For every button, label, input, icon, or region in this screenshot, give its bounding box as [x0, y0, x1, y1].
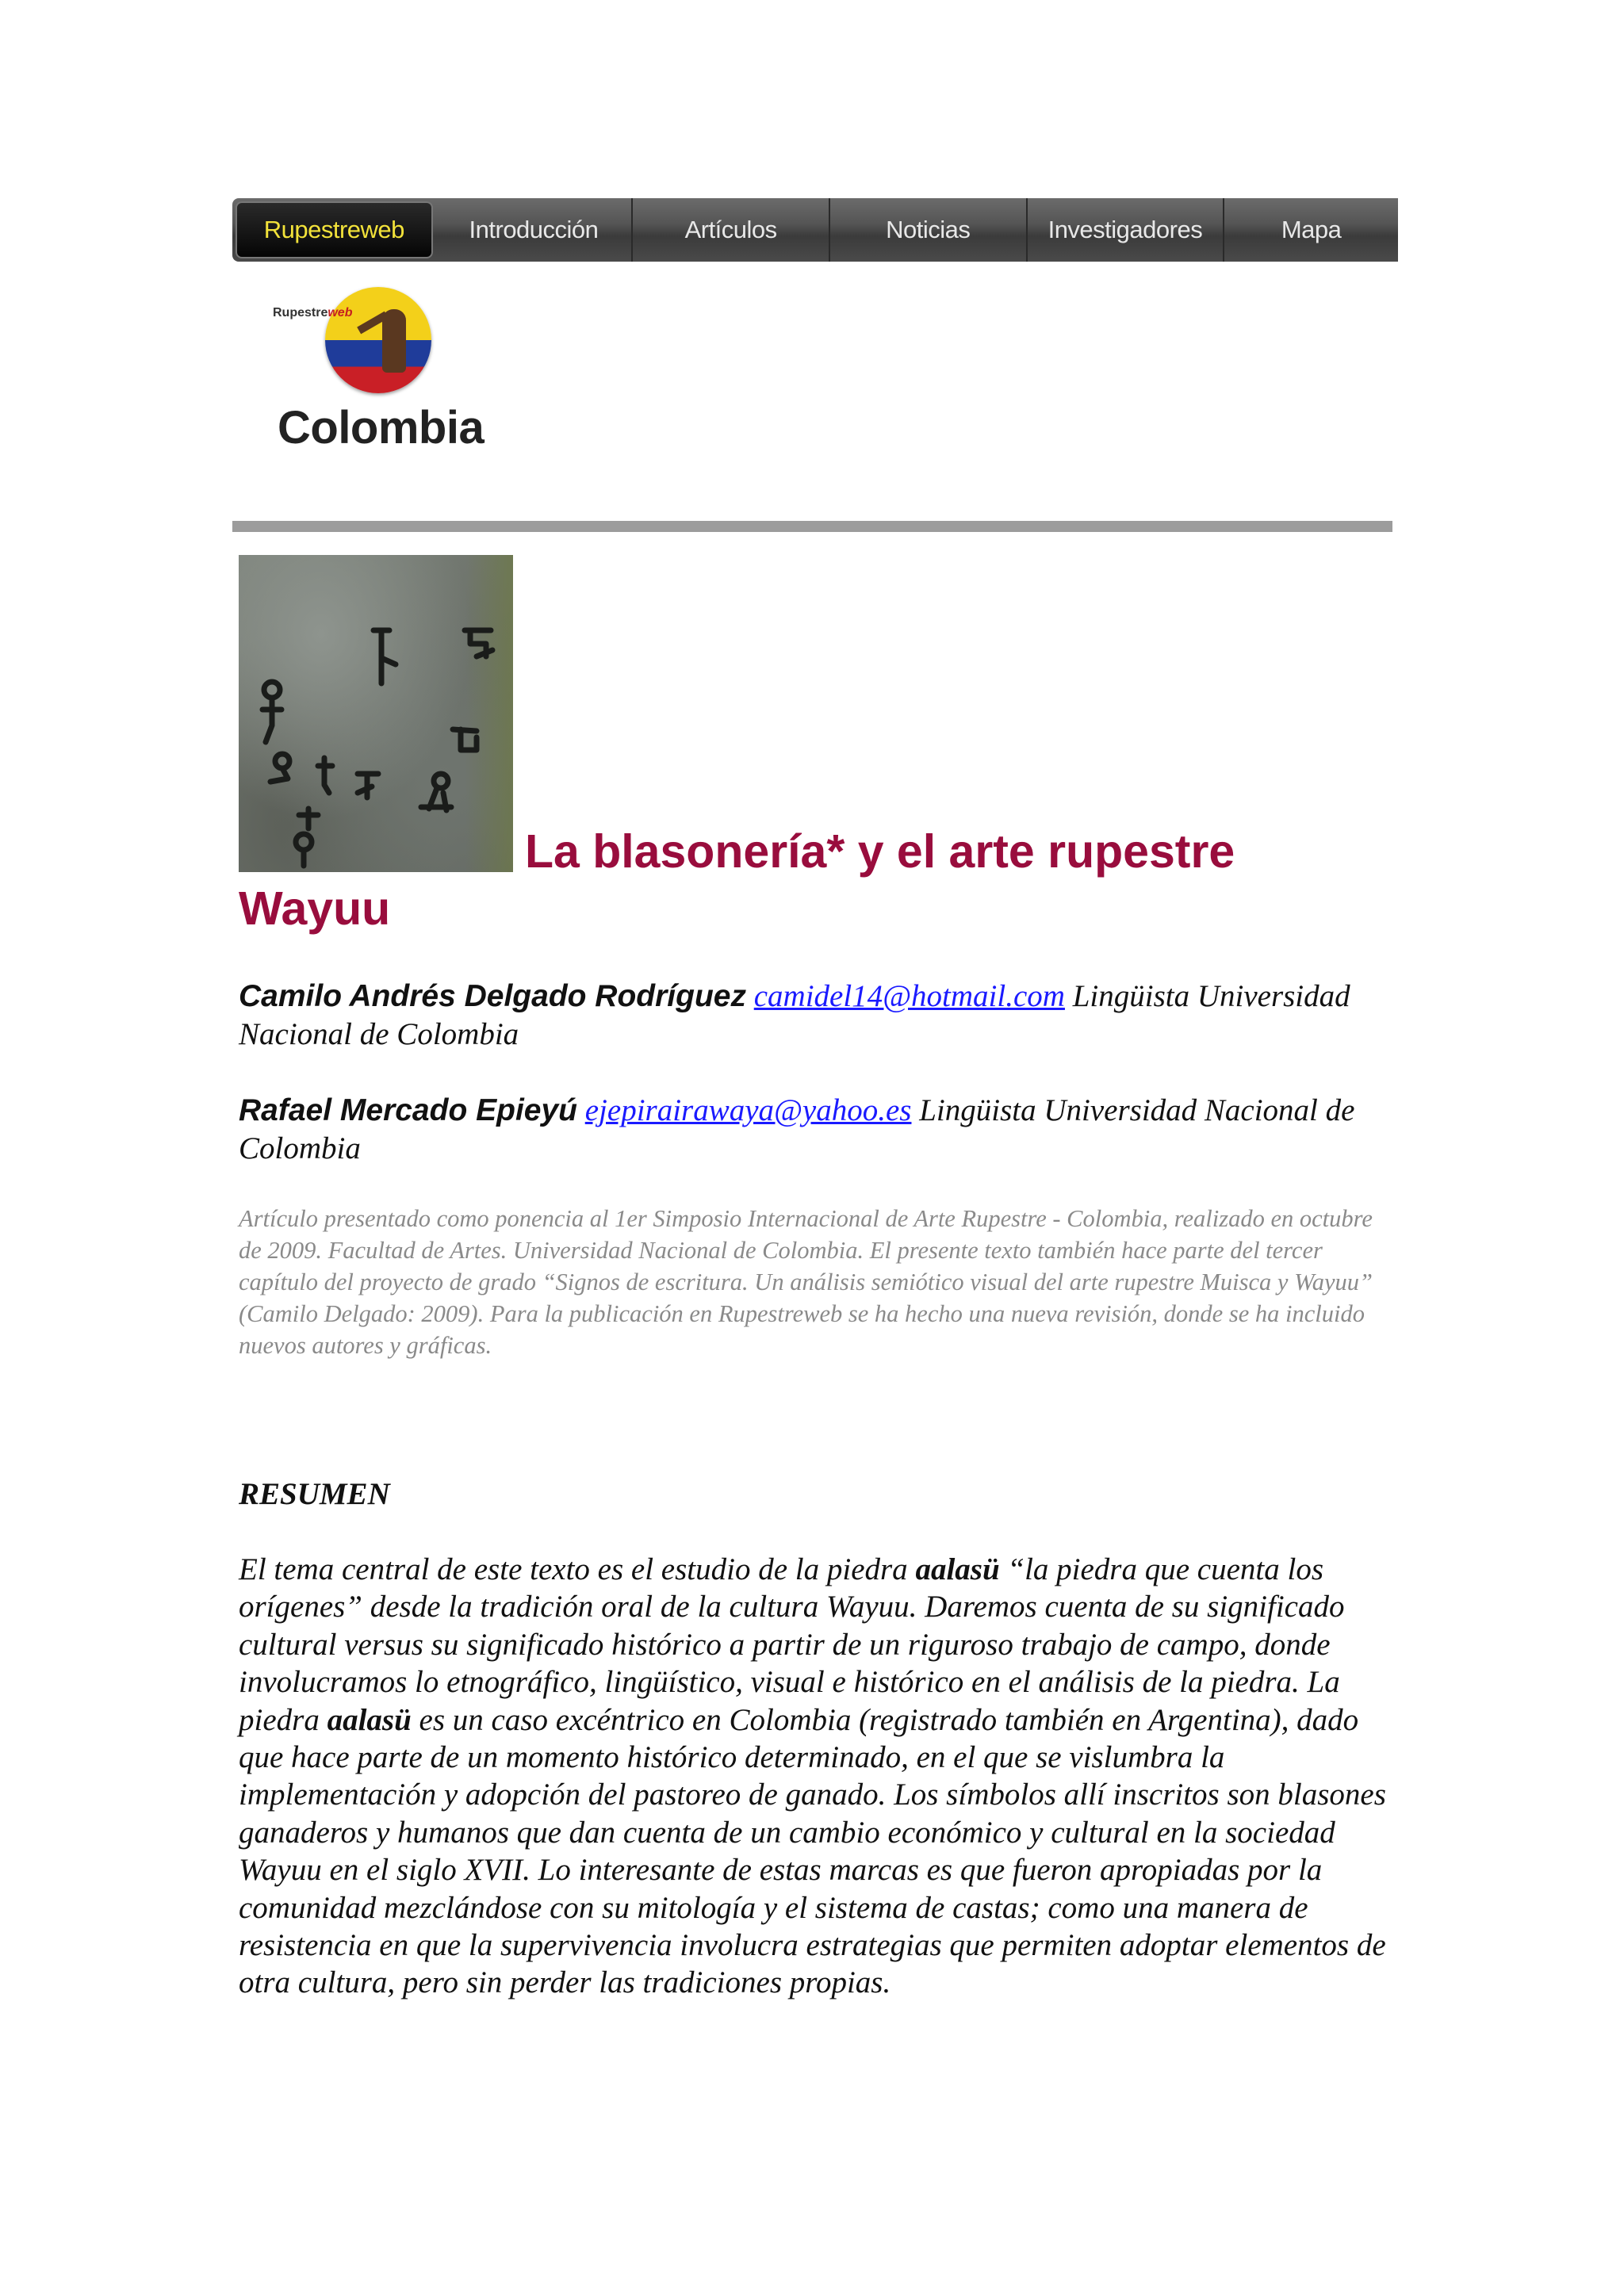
nav-item-investigadores[interactable]: Investigadores: [1028, 198, 1225, 262]
logo-small-text: Rupestreweb: [273, 306, 353, 320]
author-email-link[interactable]: camidel14@hotmail.com: [753, 979, 1065, 1013]
author-name: Camilo Andrés Delgado Rodríguez: [239, 979, 746, 1013]
petroglyph-symbols-icon: [239, 555, 513, 872]
nav-item-articulos[interactable]: Artículos: [633, 198, 830, 262]
author-entry: [239, 978, 1396, 1054]
term-aalasu: aalasü: [915, 1552, 1000, 1586]
petroglyph-image: [239, 555, 513, 872]
main-nav: [232, 198, 1398, 262]
nav-item-noticias[interactable]: Noticias: [830, 198, 1028, 262]
logo-emblem: [325, 287, 431, 393]
site-logo[interactable]: [270, 284, 492, 458]
article-title: La blasonería* y el arte rupestre: [525, 825, 1235, 878]
nav-item-mapa[interactable]: Mapa: [1281, 216, 1342, 243]
article-note: Artículo presentado como ponencia al 1er Simposio Internacional de Arte Rupestre - Colombia, realizado en octubre de 2009. Facultad de Artes. Universidad Nacional de Colombia. El presente texto también hace parte del tercer capítulo del proyecto de grado “Signos de escritura. Un análisis semiótico visual del arte rupestre Muisca y Wayuu” (Camilo Delgado: 2009). Para la publicación en Rupestreweb se ha hecho una nueva revisión, donde se ha incluido nuevos autores y gráficas.: [239, 1205, 1373, 1359]
term-aalasu: aalasü: [327, 1702, 412, 1737]
nav-item-introduccion[interactable]: Introducción: [436, 198, 634, 262]
article-title-continued: Wayuu: [239, 882, 391, 935]
author-email-link[interactable]: ejepirairawaya@yahoo.es: [584, 1093, 912, 1127]
section-divider: [232, 521, 1392, 532]
author-affiliation: Lingüista Universidad Nacional de Colombia: [239, 979, 1350, 1051]
abstract-text: El tema central de este texto es el estudio de la piedra aalasü “la piedra que cuenta los orígenes” desde la tradición oral de la cultura Wayuu. Daremos cuenta de su significado cultural versus su significado histórico a partir de un riguroso trabajo de campo, donde involucramos lo etnográfico, lingüístico, visual e histórico en el análisis de la piedra. La piedra aalasü es un caso excéntrico en Colombia (registrado también en Argentina), dado que hace parte de un momento histórico determinado, en el que se vislumbra la implementación y adopción del pastoreo de ganado. Los símbolos allí inscritos son blasones ganaderos y humanos que dan cuenta de un cambio económico y cultural en la sociedad Wayuu en el siglo XVII. Lo interesante de estas marcas es que fueron apropiadas por la comunidad mezclándose con su mitología y el sistema de castas; como una manera de resistencia en que la supervivencia involucra estrategias que permiten adoptar elementos de otra cultura, pero sin perder las tradiciones propias.: [239, 1552, 1386, 2000]
author-name: Rafael Mercado Epieyú: [239, 1093, 577, 1127]
nav-item-rupestreweb[interactable]: Rupestreweb: [236, 201, 433, 258]
author-affiliation: Lingüista Universidad Nacional de Colombia: [239, 1093, 1355, 1165]
logo-word: Colombia: [278, 402, 485, 453]
abstract-heading: RESUMEN: [239, 1477, 390, 1511]
author-entry: [239, 1092, 1396, 1168]
